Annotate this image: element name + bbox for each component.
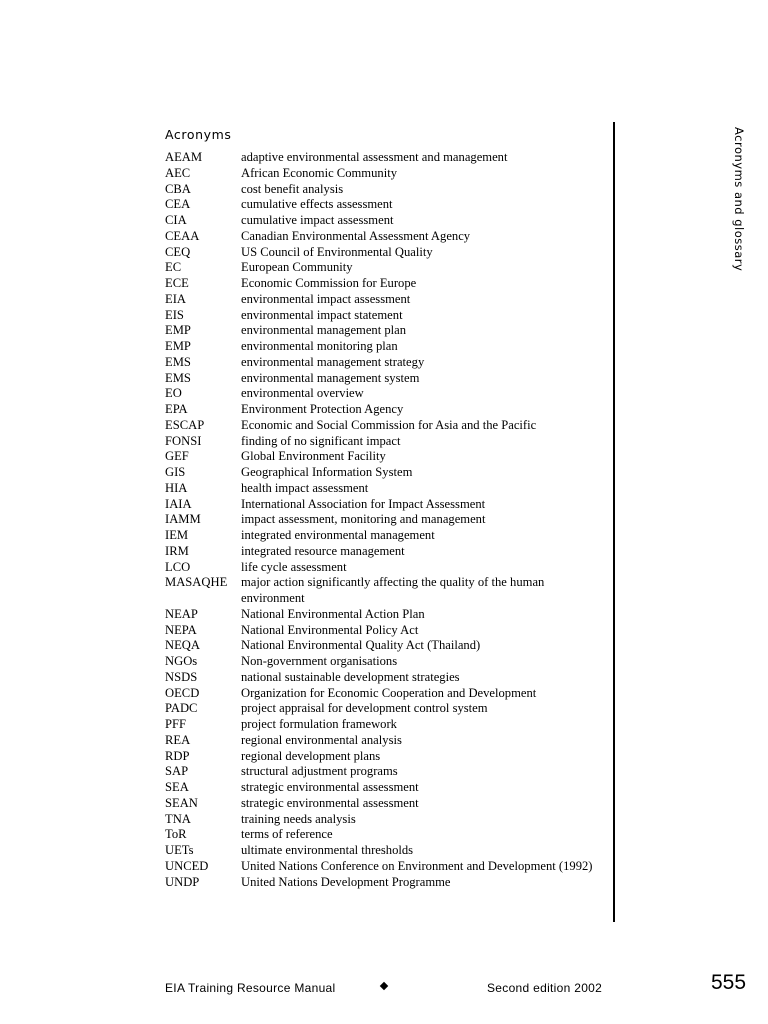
acronym-abbreviation: CEQ xyxy=(165,244,191,259)
acronym-abbreviation: UETs xyxy=(165,843,194,857)
acronym-row xyxy=(165,481,600,497)
acronym-abbreviation: REA xyxy=(165,732,191,747)
acronym-row xyxy=(165,623,600,639)
acronym-abbreviation: IAIA xyxy=(165,496,192,511)
acronym-definition: Non-government organisations xyxy=(241,654,398,668)
acronym-abbreviation: HIA xyxy=(165,480,188,495)
acronym-row xyxy=(165,323,600,339)
acronym-row xyxy=(165,386,600,402)
acronym-definition: Geographical Information System xyxy=(241,465,413,479)
acronym-row xyxy=(165,607,600,623)
acronym-definition: environmental impact statement xyxy=(241,307,403,322)
acronym-abbreviation: LCO xyxy=(165,559,191,574)
acronym-definition: ultimate environmental thresholds xyxy=(241,843,414,857)
acronym-abbreviation: EMS xyxy=(165,354,191,369)
acronym-definition: strategic environmental assessment xyxy=(241,780,419,794)
acronym-abbreviation: ECE xyxy=(165,276,189,290)
acronym-definition: National Environmental Policy Act xyxy=(241,622,419,637)
acronym-definition: health impact assessment xyxy=(241,480,369,495)
acronym-row xyxy=(165,497,600,513)
acronym-row xyxy=(165,638,600,654)
acronym-row xyxy=(165,717,600,733)
acronym-row xyxy=(165,575,600,607)
acronym-definition: European Community xyxy=(241,260,353,275)
acronym-definition: National Environmental Action Plan xyxy=(241,606,425,621)
acronym-row xyxy=(165,686,600,702)
acronym-row xyxy=(165,150,600,166)
acronym-definition: life cycle assessment xyxy=(241,559,347,574)
acronym-abbreviation: MASAQHE xyxy=(165,575,228,590)
acronym-row xyxy=(165,796,600,812)
acronym-abbreviation: SEA xyxy=(165,780,189,794)
acronym-abbreviation: EO xyxy=(165,386,182,401)
acronym-abbreviation: PFF xyxy=(165,717,187,731)
acronym-row xyxy=(165,544,600,560)
acronym-row xyxy=(165,355,600,371)
acronym-definition: environmental overview xyxy=(241,386,364,401)
side-section-title: Acronyms and glossary xyxy=(732,127,746,272)
acronym-abbreviation: NSDS xyxy=(165,669,198,684)
acronym-definition: strategic environmental assessment xyxy=(241,795,419,810)
acronym-abbreviation: OECD xyxy=(165,685,200,700)
acronym-abbreviation: EIS xyxy=(165,307,184,322)
acronym-row xyxy=(165,827,600,843)
acronym-definition: Global Environment Facility xyxy=(241,449,386,464)
acronym-abbreviation: EIA xyxy=(165,291,186,306)
acronym-definition: regional development plans xyxy=(241,748,381,763)
acronym-abbreviation: IAMM xyxy=(165,512,201,527)
margin-rule xyxy=(613,122,615,922)
acronym-row xyxy=(165,749,600,765)
acronym-row xyxy=(165,371,600,387)
acronym-definition: cost benefit analysis xyxy=(241,181,344,196)
acronym-row xyxy=(165,339,600,355)
acronym-definition: cumulative impact assessment xyxy=(241,213,394,227)
footer-manual-title: EIA Training Resource Manual xyxy=(165,981,336,995)
acronym-abbreviation: NEAP xyxy=(165,606,198,621)
acronym-abbreviation: CBA xyxy=(165,181,191,196)
acronym-abbreviation: GIS xyxy=(165,465,186,479)
acronym-abbreviation: AEC xyxy=(165,165,191,180)
acronym-abbreviation: GEF xyxy=(165,449,189,464)
acronym-definition: environmental management plan xyxy=(241,323,407,338)
acronym-definition: environmental monitoring plan xyxy=(241,339,398,353)
acronym-definition: terms of reference xyxy=(241,827,333,842)
acronym-definition: adaptive environmental assessment and management xyxy=(241,150,508,164)
acronym-abbreviation: NEQA xyxy=(165,638,200,653)
acronym-row xyxy=(165,418,600,434)
acronym-row xyxy=(165,859,600,875)
acronym-abbreviation: CIA xyxy=(165,213,187,227)
acronym-definition: Economic Commission for Europe xyxy=(241,276,417,290)
acronym-row xyxy=(165,764,600,780)
acronym-row xyxy=(165,670,600,686)
acronym-row xyxy=(165,449,600,465)
acronym-abbreviation: EMP xyxy=(165,339,191,353)
acronym-row xyxy=(165,166,600,182)
acronym-row xyxy=(165,701,600,717)
acronym-abbreviation: SAP xyxy=(165,764,189,779)
acronym-row xyxy=(165,213,600,229)
acronym-abbreviation: TNA xyxy=(165,811,191,826)
acronym-abbreviation: EPA xyxy=(165,402,188,416)
acronym-definition: project formulation framework xyxy=(241,717,397,731)
acronym-abbreviation: PADC xyxy=(165,701,198,716)
acronym-row xyxy=(165,402,600,418)
acronym-definition: Environment Protection Agency xyxy=(241,402,404,416)
acronym-row xyxy=(165,654,600,670)
acronym-row xyxy=(165,465,600,481)
acronym-abbreviation: EC xyxy=(165,260,182,275)
acronym-row xyxy=(165,733,600,749)
acronym-abbreviation: ESCAP xyxy=(165,417,205,432)
acronym-row xyxy=(165,229,600,245)
acronym-abbreviation: IEM xyxy=(165,528,189,542)
footer-edition: Second edition 2002 xyxy=(487,981,603,995)
acronym-abbreviation: NGOs xyxy=(165,654,198,668)
acronym-abbreviation: CEA xyxy=(165,197,191,212)
acronym-definition: national sustainable development strategies xyxy=(241,669,460,684)
acronym-definition: US Council of Environmental Quality xyxy=(241,244,433,259)
acronym-abbreviation: CEAA xyxy=(165,228,200,243)
acronym-definition: environmental management strategy xyxy=(241,354,425,369)
acronym-list xyxy=(165,150,600,890)
acronym-definition: cumulative effects assessment xyxy=(241,197,393,212)
acronym-abbreviation: ToR xyxy=(165,827,187,842)
acronym-definition: United Nations Development Programme xyxy=(241,874,451,889)
acronym-row xyxy=(165,308,600,324)
acronym-row xyxy=(165,434,600,450)
acronym-definition: impact assessment, monitoring and management xyxy=(241,512,486,527)
acronym-definition: Canadian Environmental Assessment Agency xyxy=(241,228,471,243)
acronym-row xyxy=(165,812,600,828)
acronym-definition: United Nations Conference on Environment and Development (1992) xyxy=(241,858,593,873)
acronym-abbreviation: RDP xyxy=(165,748,190,763)
acronym-definition: environmental impact assessment xyxy=(241,291,411,306)
acronym-definition: project appraisal for development control system xyxy=(241,701,488,716)
acronym-definition: integrated resource management xyxy=(241,543,405,558)
acronym-definition: finding of no significant impact xyxy=(241,433,401,448)
page-number: 555 xyxy=(711,971,747,994)
acronym-row xyxy=(165,512,600,528)
acronym-row xyxy=(165,182,600,198)
acronym-definition: regional environmental analysis xyxy=(241,732,402,747)
acronym-row xyxy=(165,843,600,859)
acronym-abbreviation: AEAM xyxy=(165,150,203,164)
acronym-row xyxy=(165,292,600,308)
acronym-row xyxy=(165,197,600,213)
acronym-abbreviation: UNDP xyxy=(165,874,200,889)
acronym-definition: major action significantly affecting the quality of the human environment xyxy=(241,575,545,605)
acronym-definition: Economic and Social Commission for Asia and the Pacific xyxy=(241,417,537,432)
acronym-definition: structural adjustment programs xyxy=(241,764,398,779)
acronym-row xyxy=(165,875,600,891)
acronym-row xyxy=(165,560,600,576)
acronym-row xyxy=(165,260,600,276)
acronym-abbreviation: EMS xyxy=(165,370,191,385)
acronym-abbreviation: SEAN xyxy=(165,795,198,810)
acronym-definition: integrated environmental management xyxy=(241,528,435,542)
acronym-definition: International Association for Impact Assessment xyxy=(241,496,486,511)
acronym-abbreviation: UNCED xyxy=(165,858,209,873)
acronym-abbreviation: NEPA xyxy=(165,622,197,637)
acronym-definition: African Economic Community xyxy=(241,165,397,180)
acronym-row xyxy=(165,245,600,261)
acronym-abbreviation: EMP xyxy=(165,323,191,338)
acronym-abbreviation: IRM xyxy=(165,543,189,558)
acronym-definition: training needs analysis xyxy=(241,811,356,826)
acronym-abbreviation: FONSI xyxy=(165,433,202,448)
acronym-definition: National Environmental Quality Act (Thailand) xyxy=(241,638,481,653)
acronym-row xyxy=(165,276,600,292)
acronym-row xyxy=(165,528,600,544)
section-heading: Acronyms xyxy=(165,127,232,142)
acronym-definition: environmental management system xyxy=(241,370,420,385)
acronym-definition: Organization for Economic Cooperation and Development xyxy=(241,685,537,700)
diamond-separator-icon xyxy=(380,982,388,990)
acronym-row xyxy=(165,780,600,796)
